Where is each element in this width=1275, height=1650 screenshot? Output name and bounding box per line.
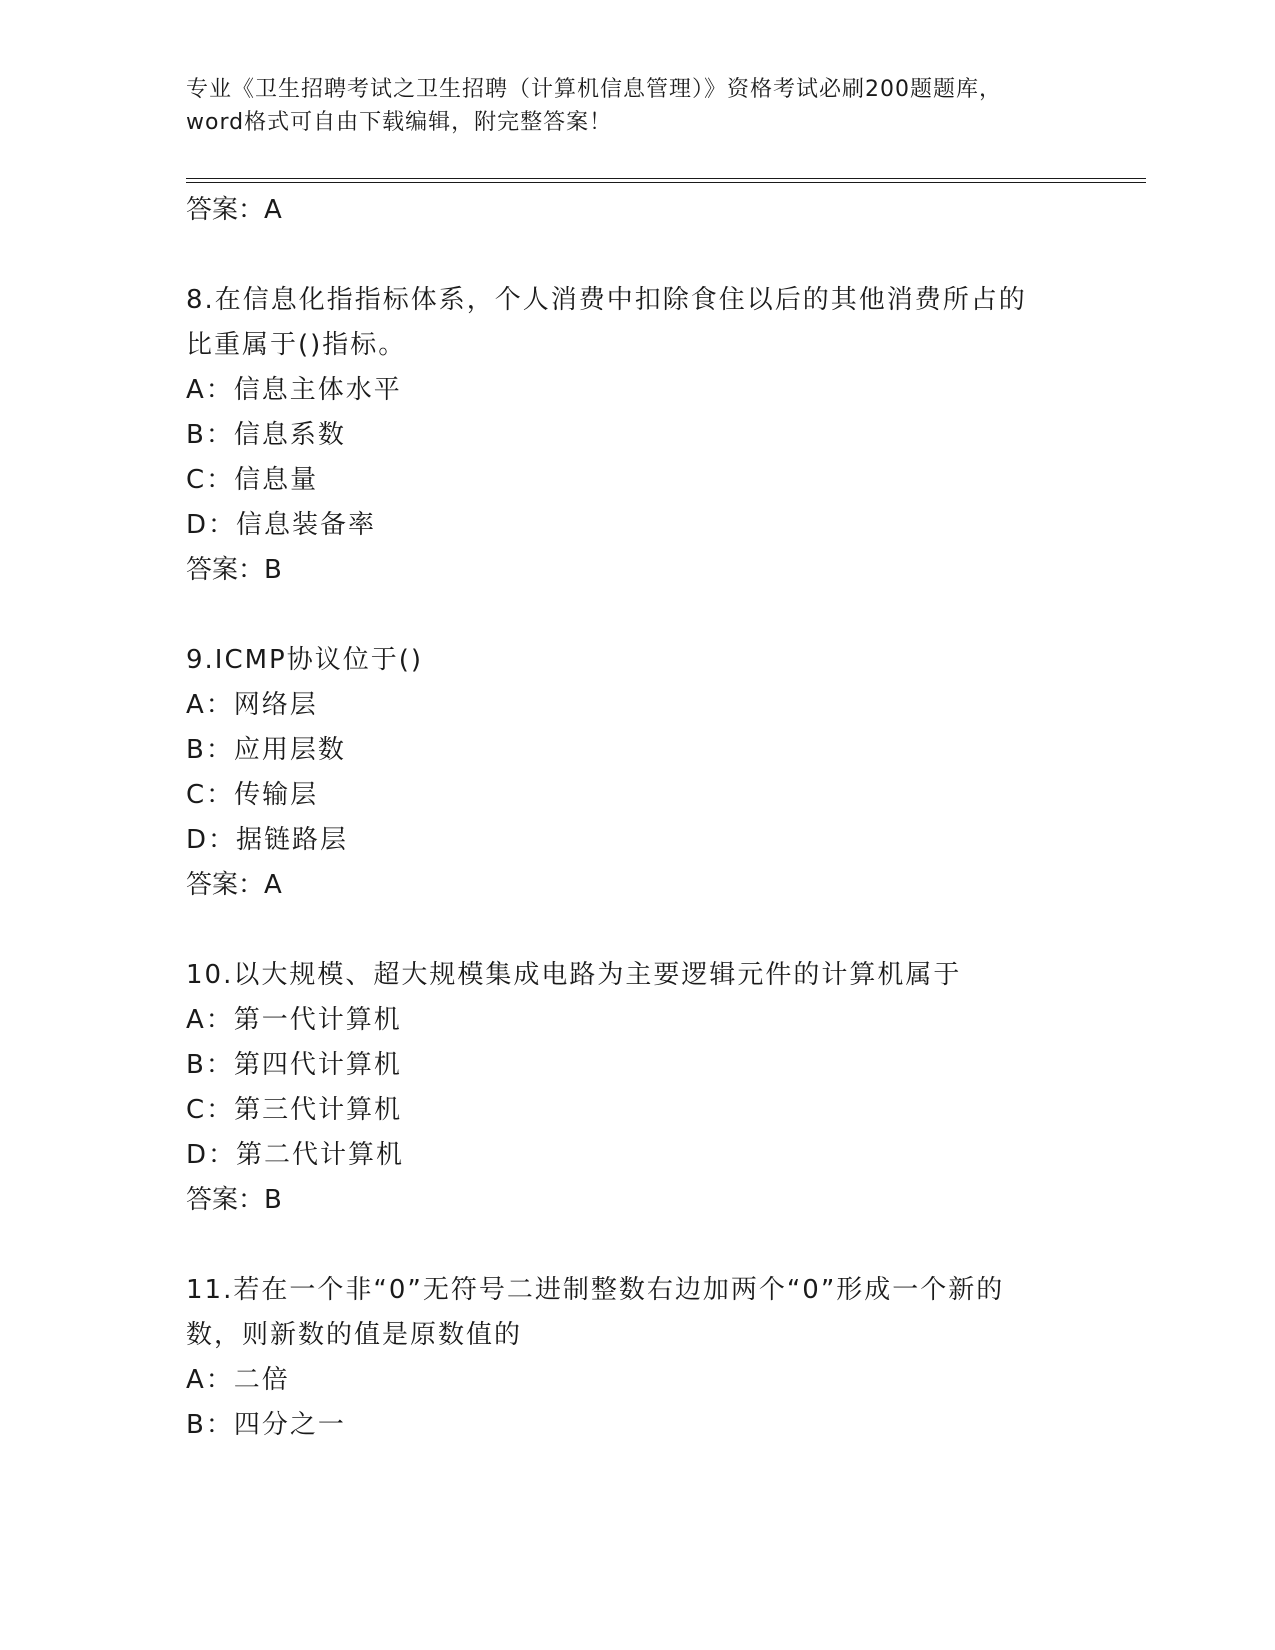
question-8-option-d: D：信息装备率 [186,510,377,540]
question-9-answer: 答案：A [186,870,282,900]
header-divider-bottom [186,182,1146,183]
question-11-option-a: A：二倍 [186,1365,290,1395]
document-header [186,73,1066,139]
question-11-stem-line-2: 数，则新数的值是原数值的 [186,1320,523,1350]
question-10-option-d: D：第二代计算机 [186,1140,405,1170]
question-9-option-a: A：网络层 [186,690,318,720]
question-9-option-d: D：据链路层 [186,825,349,855]
question-10-stem-line-1: 10.以大规模、超大规模集成电路为主要逻辑元件的计算机属于 [186,960,962,990]
question-8-option-a: A：信息主体水平 [186,375,402,405]
question-9-option-b: B：应用层数 [186,735,346,765]
answer-prev: 答案：A [186,195,282,225]
header-line-1: 专业《卫生招聘考试之卫生招聘（计算机信息管理）》资格考试必刷200题题库， [186,77,1002,102]
header-divider-top [186,178,1146,179]
question-9-stem-line-1: 9.ICMP协议位于() [186,645,424,675]
question-9-option-c: C：传输层 [186,780,319,810]
question-8-stem-line-1: 8.在信息化指指标体系，个人消费中扣除食住以后的其他消费所占的 [186,285,1027,315]
header-line-2: word格式可自由下载编辑，附完整答案！ [186,110,613,135]
question-10-option-c: C：第三代计算机 [186,1095,403,1125]
question-8-option-b: B：信息系数 [186,420,346,450]
question-8-option-c: C：信息量 [186,465,319,495]
question-10-option-b: B：第四代计算机 [186,1050,402,1080]
question-10-answer: 答案：B [186,1185,282,1215]
question-10-option-a: A：第一代计算机 [186,1005,402,1035]
question-11-option-b: B：四分之一 [186,1410,346,1440]
question-8-answer: 答案：B [186,555,282,585]
question-8-stem-line-2: 比重属于()指标。 [186,330,407,360]
question-11-stem-line-1: 11.若在一个非“0”无符号二进制整数右边加两个“0”形成一个新的 [186,1275,1005,1305]
